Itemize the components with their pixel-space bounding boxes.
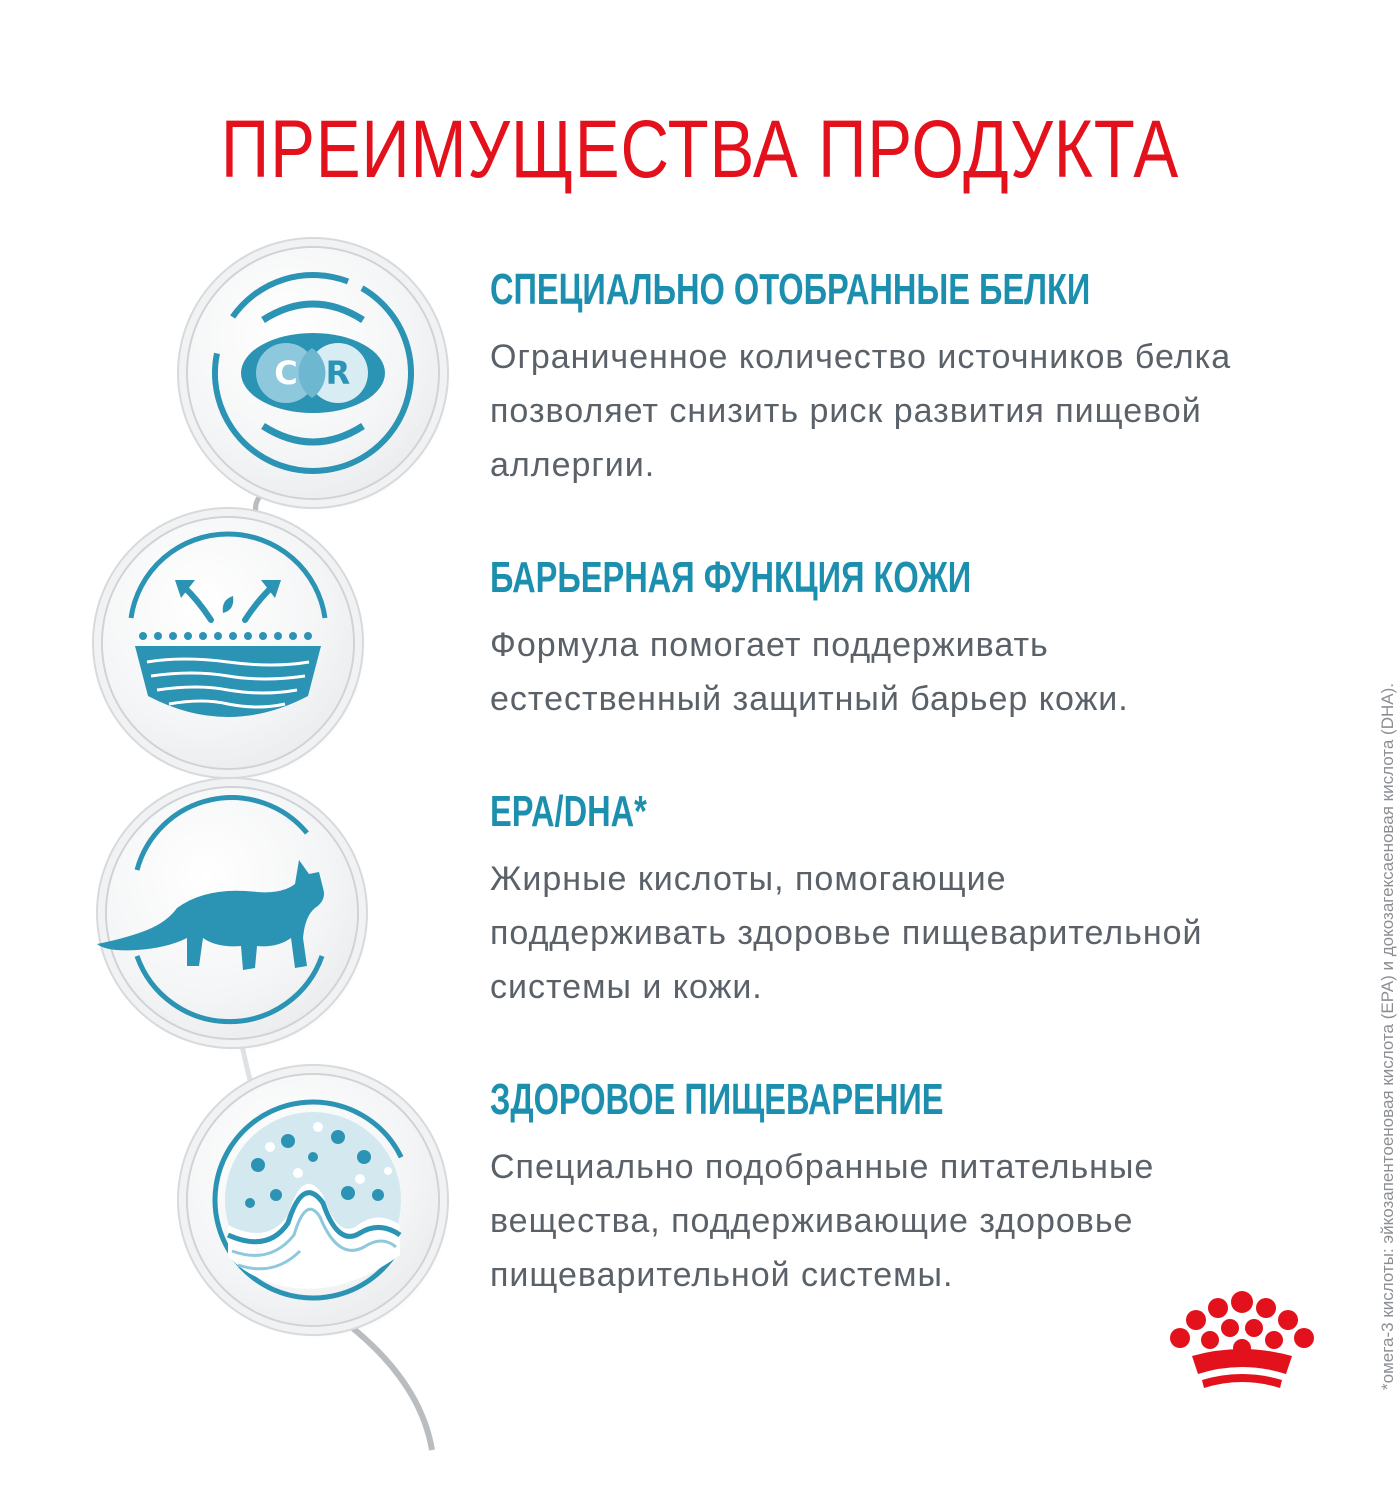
cr-letter-r: R: [325, 354, 351, 392]
benefit-heading: СПЕЦИАЛЬНО ОТОБРАННЫЕ БЕЛКИ: [490, 265, 1091, 314]
digestion-badge: [188, 1075, 438, 1325]
benefit-digestion: [490, 1074, 1330, 1302]
skin-barrier-icon: [103, 518, 353, 768]
epa-dha-badge: [107, 788, 357, 1038]
benefit-heading: БАРЬЕРНАЯ ФУНКЦИЯ КОЖИ: [490, 553, 972, 602]
protein-badge: [188, 248, 438, 498]
skin-barrier-badge: [103, 518, 353, 768]
benefit-heading: ЗДОРОВОЕ ПИЩЕВАРЕНИЕ: [490, 1075, 944, 1124]
benefit-description: Ограниченное количество источников белка позволяет снизить риск развития пищевой аллергии.: [490, 338, 1232, 484]
benefit-description: Жирные кислоты, помогающие поддерживать здоровье пищеварительной системы и кожи.: [490, 860, 1203, 1006]
page-title: ПРЕИМУЩЕСТВА ПРОДУКТА: [220, 104, 1180, 195]
benefit-epa-dha: [490, 786, 1330, 1014]
benefit-heading: EPA/DHA*: [490, 787, 647, 836]
footnote: *омега-3 кислоты: эйкозапентоеновая кислота (EPA) и докозагексаеновая кислота (DHA).: [1378, 683, 1397, 1390]
benefit-description: Формула помогает поддерживать естественный защитный барьер кожи.: [490, 626, 1129, 718]
benefit-description: Специально подобранные питательные вещества, поддерживающие здоровье пищеварительной системы.: [490, 1148, 1155, 1294]
cat-icon: [107, 788, 357, 1038]
digestion-icon: [188, 1075, 438, 1325]
royal-crown-logo: [1168, 1290, 1316, 1400]
benefit-proteins: [490, 264, 1330, 492]
cr-letter-c: C: [274, 354, 298, 392]
benefit-skin-barrier: [490, 552, 1330, 726]
protein-cr-icon: [188, 248, 438, 498]
